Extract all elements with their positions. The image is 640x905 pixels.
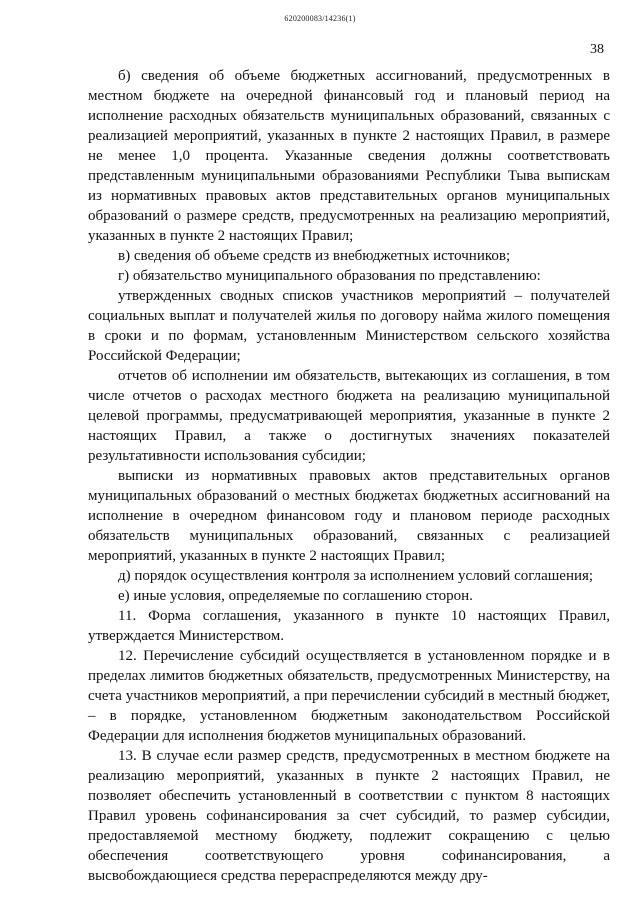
- paragraph-d-control: д) порядок осуществления контроля за исполнением условий соглашения;: [118, 568, 594, 584]
- paragraph-g-obligation: г) обязательство муниципального образования по представлению:: [118, 268, 541, 284]
- paragraph-v-extrabudget: в) сведения об объеме средств из внебюджетных источников;: [118, 248, 511, 264]
- paragraph-extracts: выписки из нормативных правовых актов представительных органов муниципальных образований о местных бюджетах бюджетных ассигнований на исполнение в очередном финансовом году и плановом периоде расходных обязательств муниципальных образований, связанных с реализацией мероприятий, указанных в пункте 2 настоящих Правил;: [88, 468, 610, 564]
- paragraph-13-reduction: 13. В случае если размер средств, предусмотренных в местном бюджете на реализацию мероприятий, указанных в пункте 2 настоящих Правил, не позволяет обеспечить установленный в соответствии с пунктом 8 настоящих Правил уровень софинансирования за счет субсидий, то размер субсидии, предоставляемой местному бюджету, подлежит сокращению с целью обеспечения соответствующего уровня софинансирования, а высвобождающиеся средства перераспределяются между дру-: [88, 748, 610, 884]
- paragraph-e-other-conditions: е) иные условия, определяемые по соглашению сторон.: [118, 588, 473, 604]
- paragraph-b-budget-info: б) сведения об объеме бюджетных ассигнований, предусмотренных в местном бюджете на очередной финансовый год и плановый период на исполнение расходных обязательств муниципальных образований, связанных с реализацией мероприятий, указанных в пункте 2 настоящих Правил, в размере не менее 1,0 процента. Указанные сведения должны соответствовать представленным муниципальными образованиями Республики Тыва выпискам из нормативных правовых актов представительных органов муниципальных образований о размере средств, предусмотренных на реализацию мероприятий, указанных в пункте 2 настоящих Правил;: [88, 68, 610, 244]
- document-body: [88, 66, 610, 886]
- paragraph-11-agreement-form: 11. Форма соглашения, указанного в пункте 10 настоящих Правил, утверждается Министерством.: [88, 608, 610, 644]
- paragraph-lists-of-participants: утвержденных сводных списков участников мероприятий – получателей социальных выплат и получателей жилья по договору найма жилого помещения в сроки и по формам, установленным Министерством сельского хозяйства Российской Федерации;: [88, 288, 610, 364]
- paragraph-12-transfer: 12. Перечисление субсидий осуществляется в установленном порядке и в пределах лимитов бюджетных обязательств, предусмотренных Министерству, на счета участников мероприятий, а при перечислении субсидий в местный бюджет, – в порядке, установленном бюджетным законодательством Российской Федерации для исполнения бюджетов муниципальных образований.: [88, 648, 610, 744]
- document-code: 620200083/14236(1): [284, 14, 356, 23]
- paragraph-reports: отчетов об исполнении им обязательств, вытекающих из соглашения, в том числе отчетов о расходах местного бюджета на реализацию муниципальной целевой программы, предусматривающей мероприятия, указанные в пункте 2 настоящих Правил, а также о достигнутых значениях показателей результативности использования субсидии;: [88, 368, 610, 464]
- page-number: 38: [590, 42, 604, 57]
